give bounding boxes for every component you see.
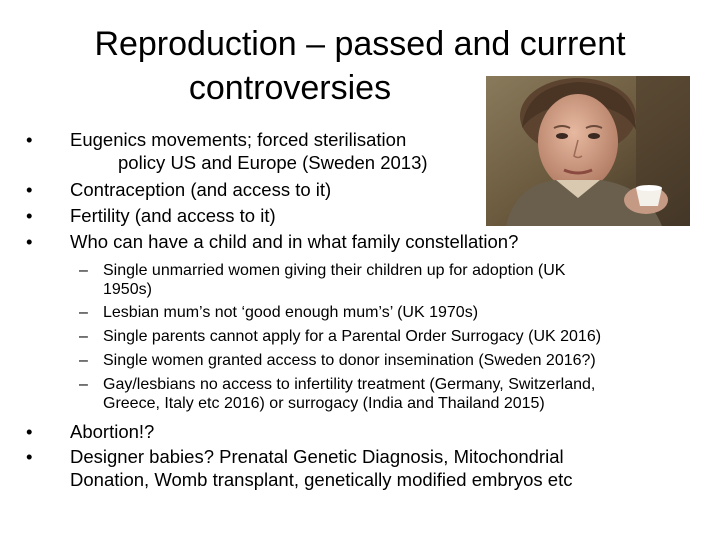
sub-bullet-infertility-access	[103, 375, 595, 413]
sub-bullet-text: Lesbian mum’s not ‘good enough mum’s’ (UK 1970s)	[103, 304, 479, 321]
sub-bullet-text: Single women granted access to donor insemination (Sweden 2016?)	[103, 352, 596, 369]
bullet-fertility	[70, 204, 276, 227]
sub-bullet-text-cont: 1950s)	[103, 281, 152, 298]
bullet-text: Designer babies? Prenatal Genetic Diagnosis, Mitochondrial	[70, 446, 564, 467]
bullet-text: Eugenics movements; forced sterilisation	[70, 129, 407, 150]
bullet-family-constellation	[70, 230, 518, 253]
bullet-text: Fertility (and access to it)	[70, 205, 276, 226]
bullet-contraception	[70, 178, 331, 201]
bullet-text-cont: Donation, Womb transplant, genetically modified embryos etc	[70, 469, 573, 490]
bullet-abortion	[70, 420, 154, 443]
sub-bullet-lesbian-mums	[103, 303, 478, 322]
bullet-designer-babies	[70, 445, 573, 491]
portrait-photo	[486, 76, 690, 226]
sub-bullet-text: Single unmarried women giving their children up for adoption (UK	[103, 262, 566, 279]
sub-bullet-text: Gay/lesbians no access to infertility treatment (Germany, Switzerland,	[103, 376, 596, 393]
sub-bullet-single-parents	[103, 327, 601, 346]
sub-bullet-text-cont: Greece, Italy etc 2016) or surrogacy (India and Thailand 2015)	[103, 395, 545, 412]
title-line-1: Reproduction – passed and current	[94, 25, 626, 63]
portrait-image	[486, 76, 690, 226]
bullet-text: Contraception (and access to it)	[70, 179, 332, 200]
sub-bullet-adoption	[103, 261, 565, 299]
bullet-eugenics	[70, 128, 428, 174]
sub-bullet-donor-insemination	[103, 351, 596, 370]
bullet-text-cont: policy US and Europe (Sweden 2013)	[118, 152, 428, 173]
title-line-2: controversies	[188, 69, 392, 107]
sub-bullet-text: Single parents cannot apply for a Parental Order Surrogacy (UK 2016)	[103, 328, 602, 345]
bullet-text: Abortion!?	[70, 421, 155, 442]
bullet-text: Who can have a child and in what family constellation?	[70, 231, 519, 252]
